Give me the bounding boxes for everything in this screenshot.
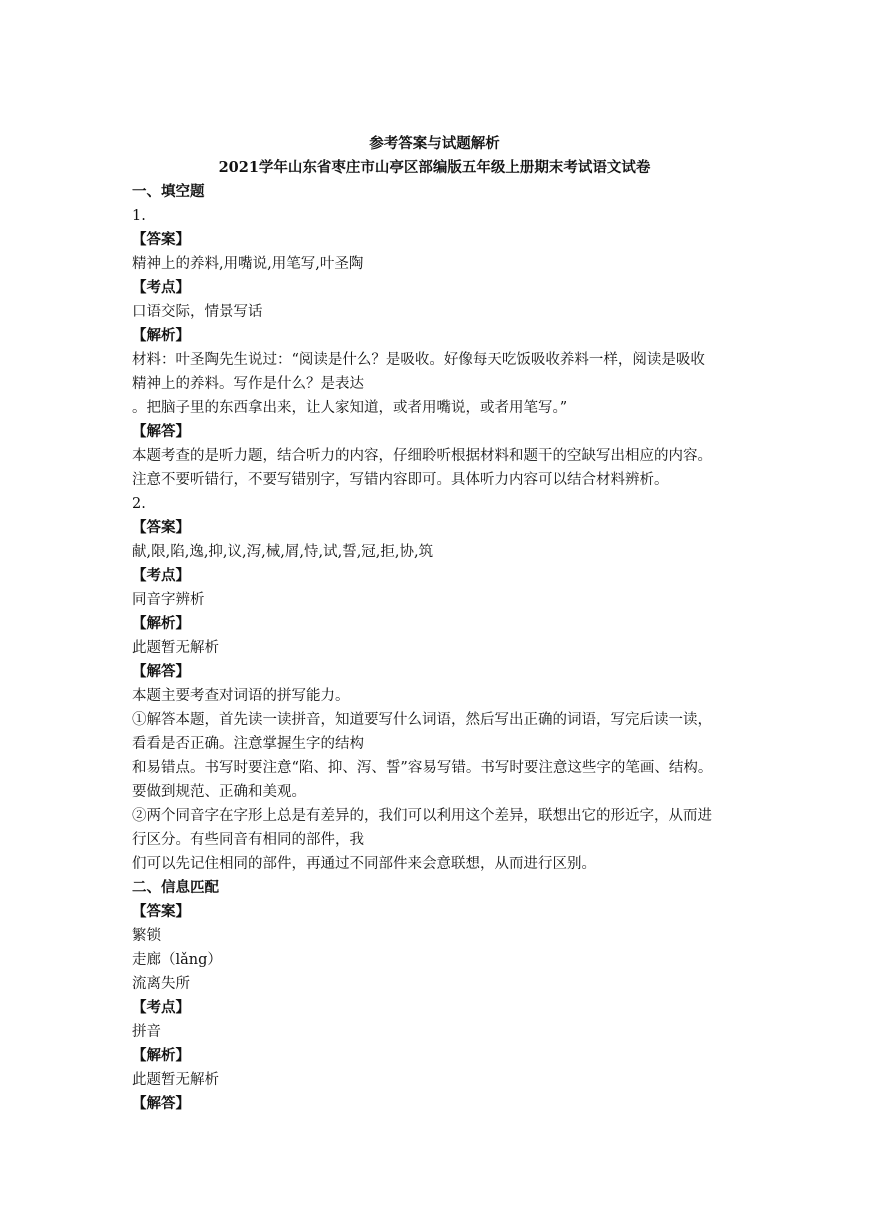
point-label: 【考点】 <box>132 279 190 296</box>
solution-label: 【解答】 <box>132 1095 190 1112</box>
analysis-label: 【解析】 <box>132 1047 190 1064</box>
solution-label: 【解答】 <box>132 663 190 680</box>
analysis-text: 此题暂无解析 <box>132 1072 219 1088</box>
solution-text: 和易错点。书写时要注意“陷、抑、泻、誓”容易写错。书写时要注意这些字的笔画、结构。 <box>132 760 713 776</box>
solution-label: 【解答】 <box>132 423 190 440</box>
point-text: 口语交际，情景写话 <box>132 304 263 320</box>
point-text: 拼音 <box>132 1024 161 1040</box>
analysis-label: 【解析】 <box>132 327 190 344</box>
solution-text: 行区分。有些同音有相同的部件，我 <box>132 832 364 848</box>
answer-text: 流离失所 <box>132 976 190 992</box>
point-label: 【考点】 <box>132 567 190 584</box>
point-label: 【考点】 <box>132 999 190 1016</box>
analysis-text: 精神上的养料。写作是什么？是表达 <box>132 376 364 392</box>
solution-text: 要做到规范、正确和美观。 <box>132 784 306 800</box>
answer-text: 精神上的养料,用嘴说,用笔写,叶圣陶 <box>132 256 364 272</box>
solution-text: ①解答本题，首先读一读拼音，知道要写什么词语，然后写出正确的词语，写完后读一读， <box>132 712 712 728</box>
analysis-text: 材料：叶圣陶先生说过：“阅读是什么？是吸收。好像每天吃饭吸收养料一样，阅读是吸收 <box>132 352 705 368</box>
answer-text: 繁锁 <box>132 928 161 944</box>
document-title: 参考答案与试题解析 <box>369 135 500 152</box>
section-heading-fill-blank: 一、填空题 <box>132 184 205 200</box>
answer-text: 走廊（lǎng） <box>132 952 222 968</box>
solution-text: 本题考查的是听力题，结合听力的内容，仔细聆听根据材料和题干的空缺写出相应的内容。 <box>132 448 712 464</box>
solution-text: 看看是否正确。注意掌握生字的结构 <box>132 736 364 752</box>
answer-text: 献,限,陷,逸,抑,议,泻,械,屑,恃,试,誓,冠,拒,协,筑 <box>132 544 434 560</box>
analysis-text: 。把脑子里的东西拿出来，让人家知道，或者用嘴说，或者用笔写。” <box>132 400 568 416</box>
answer-label: 【答案】 <box>132 231 190 248</box>
answer-label: 【答案】 <box>132 519 190 536</box>
solution-text: 本题主要考查对词语的拼写能力。 <box>132 688 350 704</box>
answer-label: 【答案】 <box>132 903 190 920</box>
solution-text: 们可以先记住相同的部件，再通过不同部件来会意联想，从而进行区别。 <box>132 856 596 872</box>
section-heading-info-match: 二、信息匹配 <box>132 880 219 896</box>
analysis-text: 此题暂无解析 <box>132 640 219 656</box>
question-number: 2. <box>132 496 146 512</box>
solution-text: 注意不要听错行，不要写错别字，写错内容即可。具体听力内容可以结合材料辨析。 <box>132 472 669 488</box>
question-number: 1. <box>132 208 146 224</box>
point-text: 同音字辨析 <box>132 592 205 608</box>
solution-text: ②两个同音字在字形上总是有差异的，我们可以利用这个差异，联想出它的形近字，从而进 <box>132 808 712 824</box>
analysis-label: 【解析】 <box>132 615 190 632</box>
document-subtitle: 2021学年山东省枣庄市山亭区部编版五年级上册期末考试语文试卷 <box>218 159 651 176</box>
